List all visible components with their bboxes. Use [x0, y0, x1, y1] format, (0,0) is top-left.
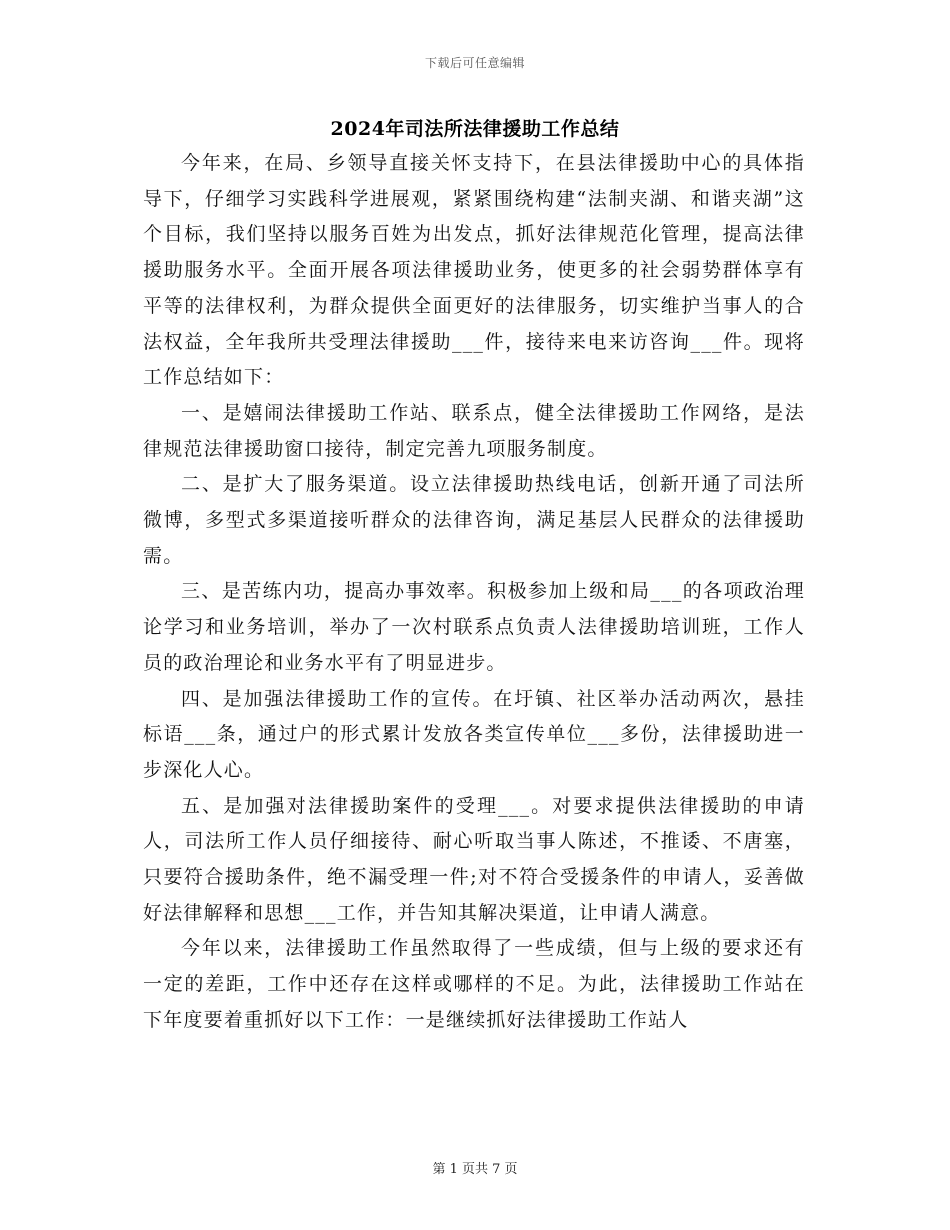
paragraph-outlook: 今年以来，法律援助工作虽然取得了一些成绩，但与上级的要求还有一定的差距，工作中还存在这样或哪样的不足。为此，法律援助工作站在下年度要着重抓好以下工作：一是继续抓好法律援助工作站人 — [143, 937, 805, 1031]
paragraph-intro: 今年来，在局、乡领导直接关怀支持下，在县法律援助中心的具体指导下，仔细学习实践科学进展观，紧紧围绕构建“法制夹湖、和谐夹湖”这个目标，我们坚持以服务百姓为出发点，抓好法律规范化管理，提高法律援助服务水平。全面开展各项法律援助业务，使更多的社会弱势群体享有平等的法律权利，为群众提供全面更好的法律服务，切实维护当事人的合法权益，全年我所共受理法律援助___件，接待来电来访咨询___件。现将工作总结如下： — [143, 152, 805, 389]
header-note: 下载后可任意编辑 — [424, 56, 525, 70]
paragraph-item-5: 五、是加强对法律援助案件的受理___。对要求提供法律援助的申请人，司法所工作人员仔细接待、耐心听取当事人陈述，不推诿、不唐塞，只要符合援助条件，绝不漏受理一件;对不符合受援条件的申请人，妥善做好法律解释和思想___工作，并告知其解决渠道，让申请人满意。 — [143, 794, 805, 924]
paragraph-item-4: 四、是加强法律援助工作的宣传。在圩镇、社区举办活动两次，悬挂标语___条，通过户的形式累计发放各类宣传单位___多份，法律援助进一步深化人心。 — [143, 687, 805, 781]
paragraph-item-3: 三、是苦练内功，提高办事效率。积极参加上级和局___的各项政治理论学习和业务培训，举办了一次村联系点负责人法律援助培训班，工作人员的政治理论和业务水平有了明显进步。 — [143, 580, 805, 674]
paragraph-item-2: 二、是扩大了服务渠道。设立法律援助热线电话，创新开通了司法所微博，多型式多渠道接听群众的法律咨询，满足基层人民群众的法律援助需。 — [143, 473, 805, 567]
paragraph-item-1: 一、是嬉闹法律援助工作站、联系点，健全法律援助工作网络，是法律规范法律援助窗口接待，制定完善九项服务制度。 — [143, 401, 805, 460]
document-body — [143, 146, 805, 1039]
page-number: 第 1 页共 7 页 — [432, 1162, 518, 1177]
document-title: 2024年司法所法律援助工作总结 — [330, 118, 620, 140]
